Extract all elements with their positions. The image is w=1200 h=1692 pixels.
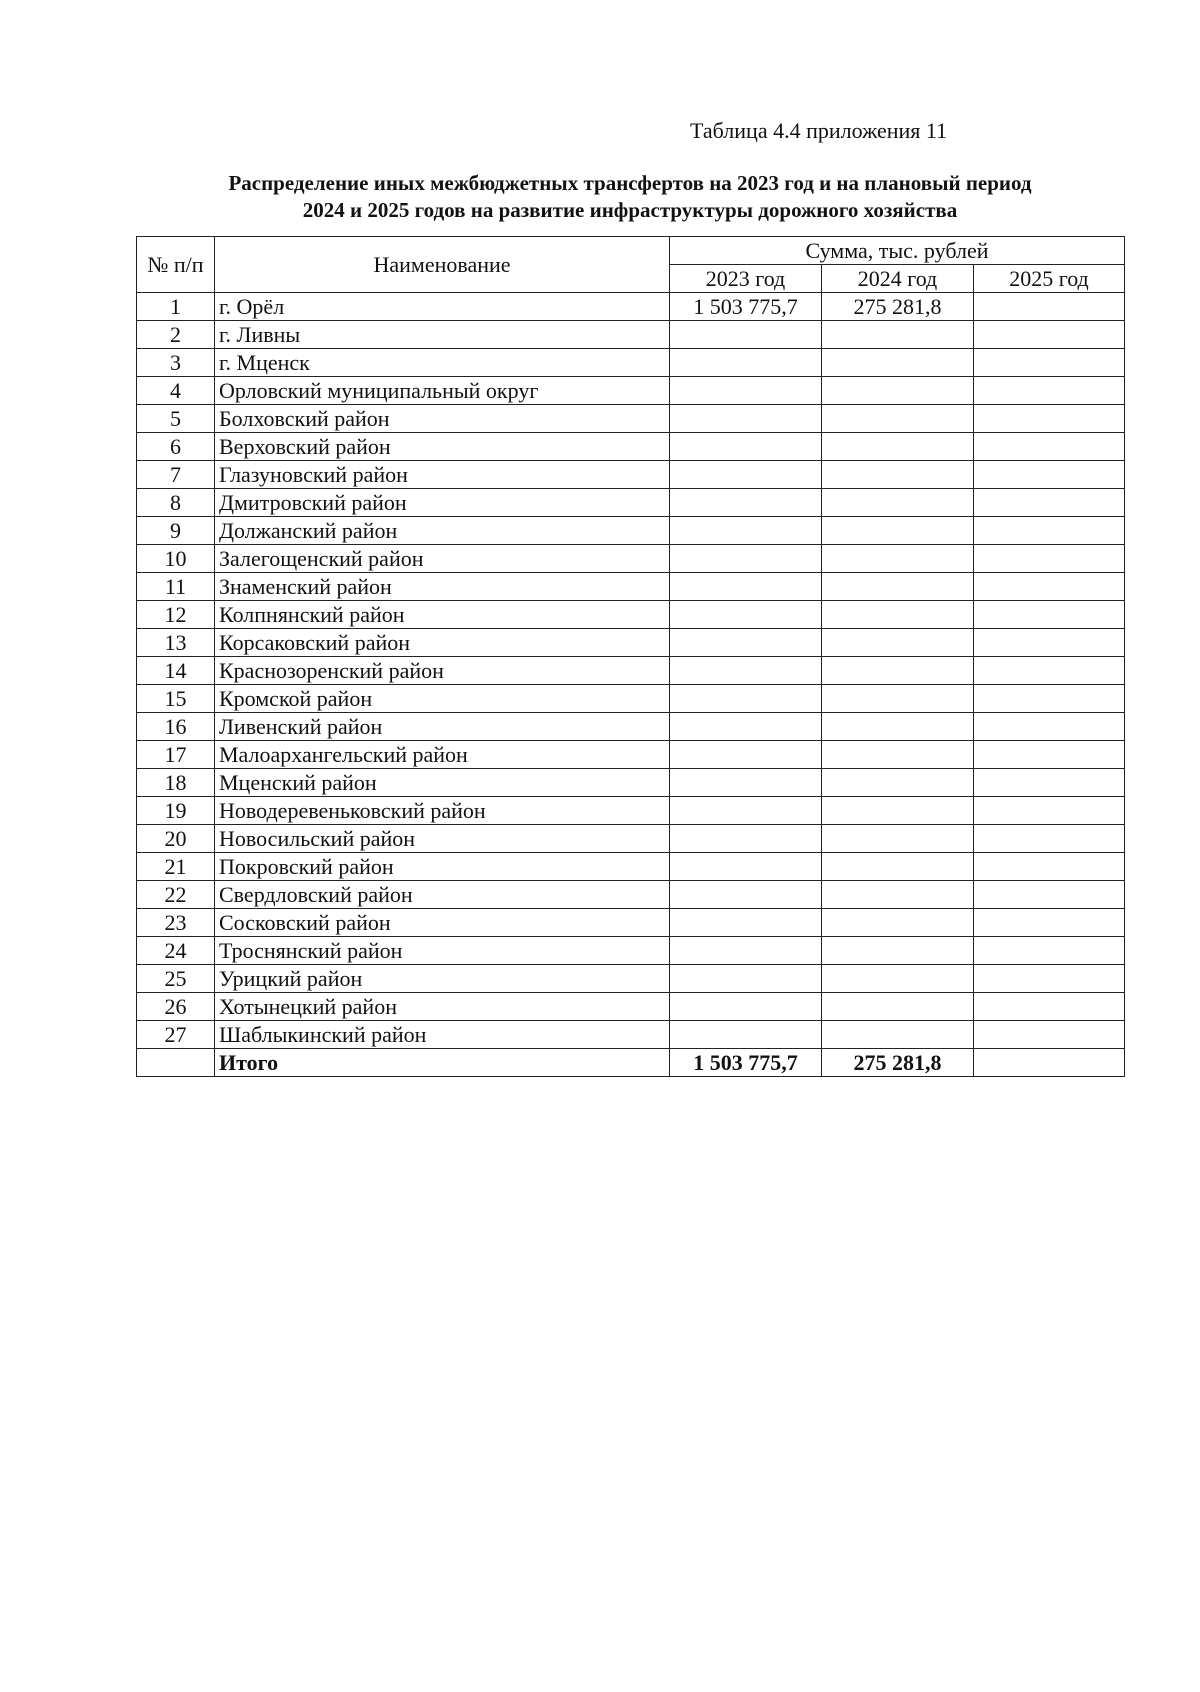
cell-num: 21: [137, 853, 215, 881]
cell-name: г. Ливны: [215, 321, 670, 349]
cell-2024: [822, 993, 974, 1021]
cell-num: 6: [137, 433, 215, 461]
cell-2024: [822, 349, 974, 377]
cell-2023: [670, 741, 822, 769]
cell-name: Малоархангельский район: [215, 741, 670, 769]
cell-2025: [974, 937, 1125, 965]
cell-name: г. Орёл: [215, 293, 670, 321]
cell-name: Корсаковский район: [215, 629, 670, 657]
cell-name: Покровский район: [215, 853, 670, 881]
table-row: [137, 405, 1125, 433]
cell-2025: [974, 713, 1125, 741]
cell-name: Троснянский район: [215, 937, 670, 965]
header-name: Наименование: [215, 237, 670, 293]
title-line-2: 2024 и 2025 годов на развитие инфраструктуры дорожного хозяйства: [302, 198, 958, 222]
cell-name: Знаменский район: [215, 573, 670, 601]
table-row: [137, 825, 1125, 853]
cell-num: 13: [137, 629, 215, 657]
cell-num: 27: [137, 1021, 215, 1049]
cell-2025: [974, 545, 1125, 573]
cell-2024: [822, 685, 974, 713]
cell-2023: [670, 937, 822, 965]
table-row: [137, 797, 1125, 825]
cell-num: 7: [137, 461, 215, 489]
cell-name: Шаблыкинский район: [215, 1021, 670, 1049]
cell-2024: [822, 433, 974, 461]
cell-2023: [670, 881, 822, 909]
cell-num: 11: [137, 573, 215, 601]
total-cell-2025: [974, 1049, 1125, 1077]
cell-2024: [822, 657, 974, 685]
table-row: [137, 685, 1125, 713]
table-row: [137, 909, 1125, 937]
cell-name: Дмитровский район: [215, 489, 670, 517]
table-row: [137, 601, 1125, 629]
cell-name: Хотынецкий район: [215, 993, 670, 1021]
cell-2023: [670, 517, 822, 545]
cell-2025: [974, 657, 1125, 685]
cell-2025: [974, 349, 1125, 377]
cell-num: 24: [137, 937, 215, 965]
cell-2024: [822, 937, 974, 965]
cell-num: 23: [137, 909, 215, 937]
table-row: [137, 881, 1125, 909]
cell-2023: [670, 769, 822, 797]
header-year-2024: 2024 год: [822, 265, 974, 293]
cell-2025: [974, 321, 1125, 349]
cell-2023: [670, 657, 822, 685]
total-cell-2024: 275 281,8: [822, 1049, 974, 1077]
table-body: [137, 293, 1125, 1077]
cell-num: 3: [137, 349, 215, 377]
cell-2023: 1 503 775,7: [670, 293, 822, 321]
cell-num: 15: [137, 685, 215, 713]
cell-2024: [822, 853, 974, 881]
header-year-2023: 2023 год: [670, 265, 822, 293]
header-sum: Сумма, тыс. рублей: [670, 237, 1125, 265]
header-num: № п/п: [137, 237, 215, 293]
cell-2023: [670, 489, 822, 517]
cell-2025: [974, 853, 1125, 881]
cell-2024: [822, 573, 974, 601]
header-row-1: [137, 237, 1125, 265]
cell-num: 14: [137, 657, 215, 685]
cell-2024: [822, 1021, 974, 1049]
total-cell-name: Итого: [215, 1049, 670, 1077]
cell-2024: [822, 545, 974, 573]
cell-name: Должанский район: [215, 517, 670, 545]
allocation-table: [136, 236, 1125, 1077]
cell-2024: [822, 825, 974, 853]
table-row: [137, 741, 1125, 769]
cell-2023: [670, 993, 822, 1021]
cell-name: Новосильский район: [215, 825, 670, 853]
cell-2024: [822, 629, 974, 657]
cell-2024: [822, 769, 974, 797]
cell-2025: [974, 573, 1125, 601]
table-row: [137, 993, 1125, 1021]
cell-2025: [974, 601, 1125, 629]
cell-2025: [974, 881, 1125, 909]
cell-2024: [822, 517, 974, 545]
total-cell-num: [137, 1049, 215, 1077]
cell-2024: [822, 881, 974, 909]
cell-2025: [974, 741, 1125, 769]
cell-2024: [822, 713, 974, 741]
cell-2023: [670, 797, 822, 825]
cell-2023: [670, 573, 822, 601]
cell-2025: [974, 461, 1125, 489]
cell-2024: [822, 405, 974, 433]
table-row: [137, 461, 1125, 489]
cell-2025: [974, 1021, 1125, 1049]
cell-num: 4: [137, 377, 215, 405]
cell-2023: [670, 601, 822, 629]
cell-2025: [974, 489, 1125, 517]
table-row: [137, 629, 1125, 657]
document-title: [150, 170, 1110, 224]
cell-2024: [822, 461, 974, 489]
cell-name: Урицкий район: [215, 965, 670, 993]
cell-num: 25: [137, 965, 215, 993]
cell-num: 16: [137, 713, 215, 741]
table-row: [137, 657, 1125, 685]
table-row: [137, 713, 1125, 741]
cell-2023: [670, 1021, 822, 1049]
cell-num: 22: [137, 881, 215, 909]
cell-2025: [974, 993, 1125, 1021]
cell-name: Кромской район: [215, 685, 670, 713]
cell-2025: [974, 293, 1125, 321]
cell-2023: [670, 825, 822, 853]
cell-2025: [974, 825, 1125, 853]
cell-name: Новодеревеньковский район: [215, 797, 670, 825]
table-row: [137, 965, 1125, 993]
cell-num: 10: [137, 545, 215, 573]
table-row: [137, 573, 1125, 601]
cell-name: Ливенский район: [215, 713, 670, 741]
cell-num: 2: [137, 321, 215, 349]
table-row: [137, 377, 1125, 405]
cell-2023: [670, 321, 822, 349]
cell-num: 20: [137, 825, 215, 853]
cell-name: Колпнянский район: [215, 601, 670, 629]
cell-num: 26: [137, 993, 215, 1021]
cell-2025: [974, 377, 1125, 405]
cell-2023: [670, 685, 822, 713]
cell-num: 1: [137, 293, 215, 321]
cell-name: Краснозоренский район: [215, 657, 670, 685]
cell-2023: [670, 377, 822, 405]
cell-2025: [974, 965, 1125, 993]
title-line-1: Распределение иных межбюджетных трансфертов на 2023 год и на плановый период: [228, 171, 1032, 195]
cell-2023: [670, 433, 822, 461]
cell-2025: [974, 685, 1125, 713]
cell-name: Свердловский район: [215, 881, 670, 909]
table-row: [137, 517, 1125, 545]
cell-2023: [670, 545, 822, 573]
cell-2023: [670, 965, 822, 993]
cell-2024: 275 281,8: [822, 293, 974, 321]
table-row: [137, 937, 1125, 965]
cell-2025: [974, 629, 1125, 657]
cell-2025: [974, 909, 1125, 937]
cell-2024: [822, 741, 974, 769]
cell-2024: [822, 909, 974, 937]
total-row: [137, 1049, 1125, 1077]
cell-num: 9: [137, 517, 215, 545]
cell-2023: [670, 405, 822, 433]
cell-2023: [670, 853, 822, 881]
table-row: [137, 1021, 1125, 1049]
cell-name: Залегощенский район: [215, 545, 670, 573]
table-row: [137, 321, 1125, 349]
header-year-2025: 2025 год: [974, 265, 1125, 293]
cell-name: г. Мценск: [215, 349, 670, 377]
cell-name: Сосковский район: [215, 909, 670, 937]
cell-num: 12: [137, 601, 215, 629]
table-reference: Таблица 4.4 приложения 11: [690, 118, 948, 143]
cell-name: Орловский муниципальный округ: [215, 377, 670, 405]
cell-2024: [822, 601, 974, 629]
cell-2025: [974, 769, 1125, 797]
cell-name: Верховский район: [215, 433, 670, 461]
table-row: [137, 349, 1125, 377]
table-row: [137, 433, 1125, 461]
cell-2025: [974, 433, 1125, 461]
total-cell-2023: 1 503 775,7: [670, 1049, 822, 1077]
cell-2024: [822, 489, 974, 517]
cell-name: Мценский район: [215, 769, 670, 797]
cell-2024: [822, 965, 974, 993]
table-row: [137, 769, 1125, 797]
cell-num: 17: [137, 741, 215, 769]
cell-num: 5: [137, 405, 215, 433]
cell-2023: [670, 713, 822, 741]
cell-2025: [974, 797, 1125, 825]
cell-2024: [822, 377, 974, 405]
cell-2023: [670, 629, 822, 657]
cell-num: 8: [137, 489, 215, 517]
cell-2024: [822, 321, 974, 349]
cell-name: Глазуновский район: [215, 461, 670, 489]
table-row: [137, 545, 1125, 573]
cell-2025: [974, 405, 1125, 433]
cell-2024: [822, 797, 974, 825]
table-row: [137, 489, 1125, 517]
cell-num: 19: [137, 797, 215, 825]
cell-2023: [670, 909, 822, 937]
cell-num: 18: [137, 769, 215, 797]
cell-2025: [974, 517, 1125, 545]
table-row: [137, 853, 1125, 881]
table-row: [137, 293, 1125, 321]
cell-2023: [670, 461, 822, 489]
cell-2023: [670, 349, 822, 377]
cell-name: Болховский район: [215, 405, 670, 433]
